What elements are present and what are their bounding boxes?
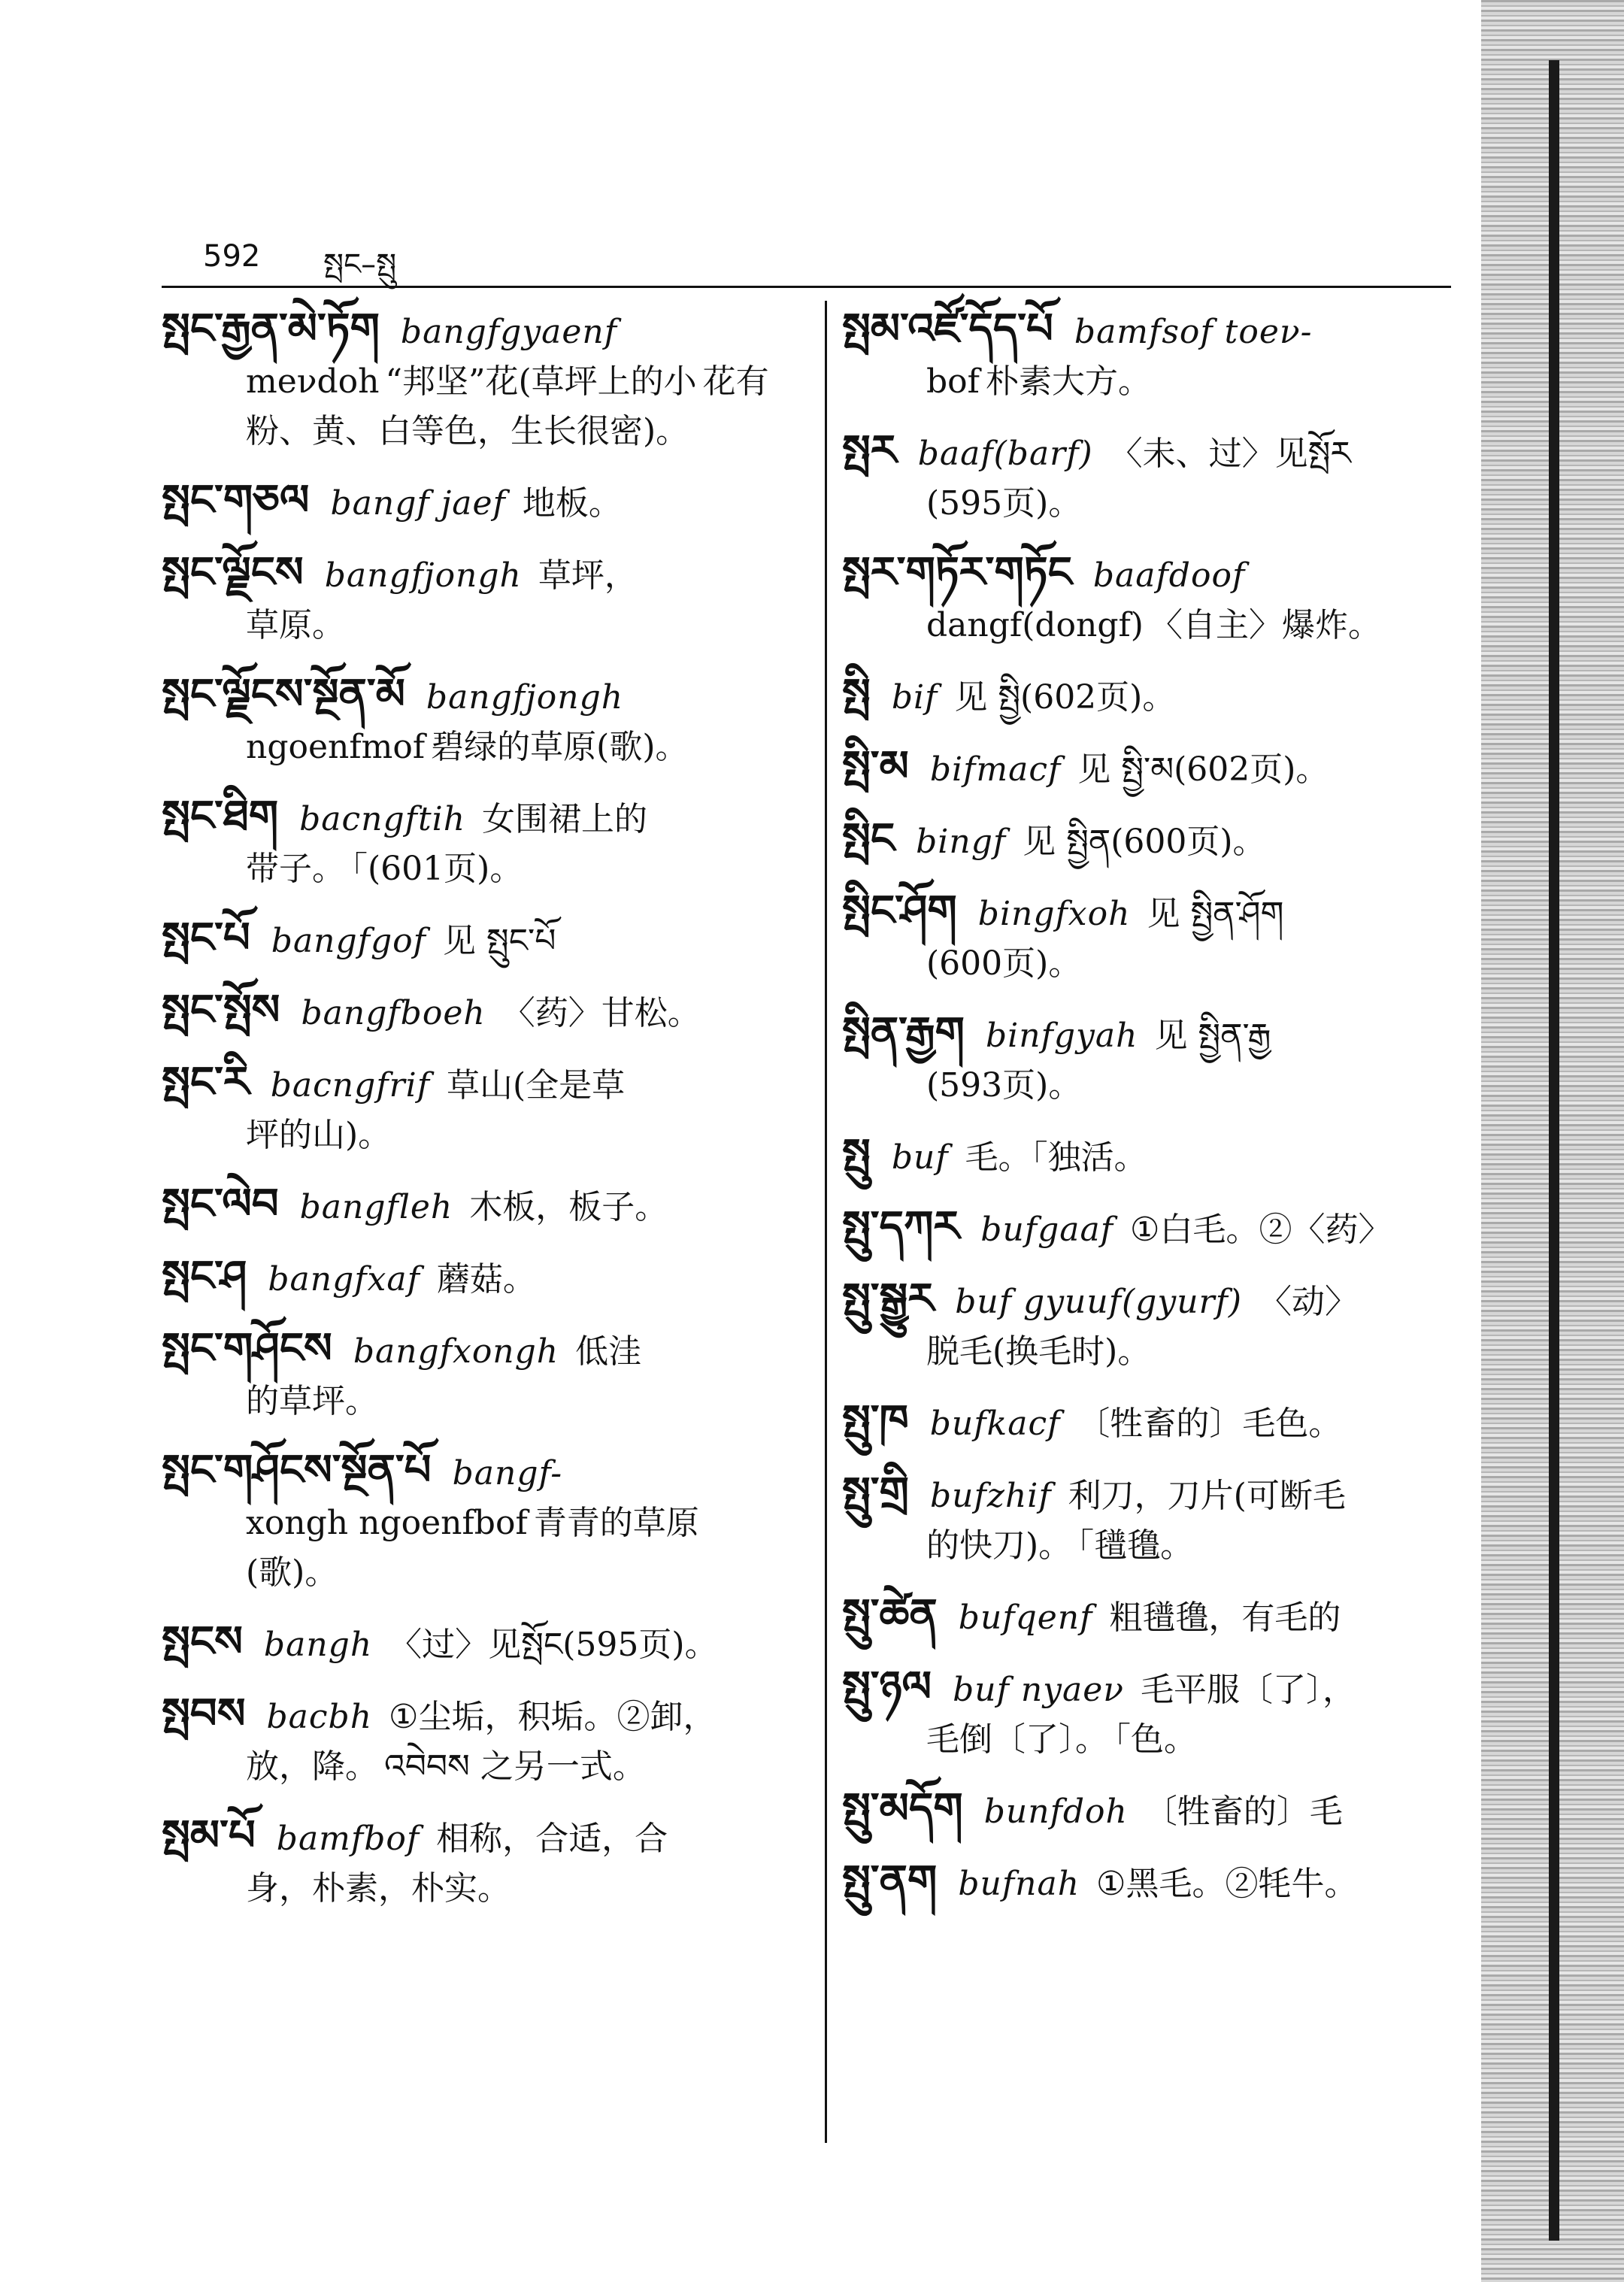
continuation-text: 青青的草原 bbox=[533, 1504, 699, 1542]
continuation-marker: 「独活。 bbox=[1031, 1138, 1147, 1177]
dictionary-entry bbox=[842, 1856, 1466, 1909]
dictionary-entry bbox=[162, 792, 801, 894]
definition: 粗氆氇，有毛的 bbox=[1109, 1599, 1341, 1637]
dictionary-entry bbox=[162, 986, 801, 1038]
headword-tibetan: སྤུ་ཚེན bbox=[842, 1590, 938, 1639]
headword-tibetan: སྤང་གཤོངས bbox=[162, 1324, 332, 1373]
entry-continuation bbox=[162, 1742, 801, 1792]
headword-tibetan: སྤིང bbox=[842, 814, 895, 863]
continuation-text: 「色。 bbox=[1114, 1720, 1197, 1759]
continuation-text: (600页)。 bbox=[926, 944, 1082, 983]
headword-tibetan: སྤང་པོ bbox=[162, 914, 250, 962]
dictionary-entry bbox=[162, 476, 801, 529]
headword-tibetan: སྤར bbox=[842, 426, 897, 475]
continuation-text: “邦坚”花(草坪上的小 bbox=[385, 362, 697, 401]
dictionary-entry bbox=[162, 670, 801, 772]
romanization: bif bbox=[891, 678, 938, 717]
headword-tibetan: སྤུ bbox=[842, 1130, 871, 1179]
headword-tibetan: སྤིན་རྒྱག bbox=[842, 1008, 965, 1057]
headword-tibetan: སྤར་གཏོར་གཏོང bbox=[842, 548, 1072, 597]
dictionary-entry bbox=[162, 1180, 801, 1232]
dictionary-entry bbox=[162, 1252, 801, 1305]
dictionary-entry bbox=[162, 914, 801, 966]
definition: 〈未、过〉见སྤོར bbox=[1109, 435, 1351, 473]
headword-tibetan: སྤུ་ཉལ bbox=[842, 1662, 932, 1711]
romanization: bufkacf bbox=[929, 1405, 1061, 1443]
entry-continuation bbox=[842, 1521, 1466, 1571]
definition: 草坪， bbox=[538, 556, 638, 595]
definition: 〈过〉见སྤོང(595页)。 bbox=[389, 1626, 718, 1664]
romanization: bangfboeh bbox=[301, 994, 486, 1032]
headword-tibetan: སྤམ་འཛོ་དོད་པོ bbox=[842, 305, 1053, 353]
continuation-text: 带子。 bbox=[246, 850, 345, 888]
continuation-text: 「氆氇。 bbox=[1077, 1526, 1194, 1565]
entry-continuation bbox=[162, 357, 801, 456]
definition: 草山(全是草 bbox=[447, 1066, 626, 1105]
headword-tibetan: སྤང་སྤོས bbox=[162, 986, 280, 1035]
definition: 木板，板子。 bbox=[469, 1188, 668, 1226]
romanization: bacbh bbox=[266, 1698, 373, 1736]
dictionary-entry bbox=[162, 1446, 801, 1598]
continuation-text: xongh ngoenfbof bbox=[246, 1504, 528, 1542]
headword-tibetan: སྤང་ལྗོངས་སྔོན་མོ bbox=[162, 670, 405, 719]
headword-tibetan: སྤུ་ནག bbox=[842, 1856, 938, 1905]
continuation-text: 草原。 bbox=[246, 606, 345, 644]
continuation-text: འབེབས 之另一式。 bbox=[384, 1747, 646, 1786]
romanization: baaf(barf) bbox=[917, 435, 1093, 473]
dictionary-entry bbox=[842, 1784, 1466, 1837]
headword-tibetan: སྤང་ལེབ bbox=[162, 1180, 279, 1229]
definition: 见 སྤུང་པོ bbox=[442, 922, 556, 960]
definition: 见 སྤྱི་མ(602页)。 bbox=[1077, 750, 1329, 789]
dictionary-entry bbox=[162, 305, 801, 456]
romanization: bangfxaf bbox=[268, 1260, 420, 1299]
entry-continuation bbox=[842, 1061, 1466, 1111]
headword-tibetan: སྤུ་དཀར bbox=[842, 1202, 960, 1251]
entry-continuation bbox=[162, 601, 801, 650]
continuation-text: 〈自主〉爆炸。 bbox=[1149, 606, 1381, 644]
romanization: bangfjongh bbox=[324, 556, 522, 595]
definition: 〈药〉甘松。 bbox=[501, 994, 701, 1032]
romanization: bacngfrif bbox=[270, 1066, 430, 1105]
continuation-text: 花有粉、黄、白等色，生长很密)。 bbox=[246, 362, 769, 450]
headword-tibetan: སྤུ་གྲི bbox=[842, 1468, 909, 1517]
dictionary-entry bbox=[842, 1274, 1466, 1377]
romanization: bunfdoh bbox=[983, 1793, 1128, 1831]
header-rule bbox=[162, 286, 1451, 288]
definition: 蘑菇。 bbox=[436, 1260, 536, 1299]
scan-edge-line bbox=[1549, 60, 1559, 2241]
headword-tibetan: སྤང་རི bbox=[162, 1058, 250, 1107]
definition: 〔牲畜的〕毛色。 bbox=[1077, 1405, 1342, 1443]
left-column bbox=[162, 305, 801, 1933]
romanization: bufzhif bbox=[929, 1477, 1052, 1515]
dictionary-entry bbox=[842, 1590, 1466, 1643]
entry-continuation bbox=[162, 844, 801, 894]
continuation-text: 脱毛(换毛时)。 bbox=[926, 1332, 1151, 1371]
dictionary-entry bbox=[842, 742, 1466, 795]
definition: 见 སྤྱིན་ཤོག bbox=[1147, 895, 1284, 933]
definition: 毛。 bbox=[965, 1138, 1032, 1177]
romanization: buf gyuuf(gyurf) bbox=[955, 1283, 1243, 1321]
continuation-text: (歌)。 bbox=[246, 1553, 338, 1592]
romanization: bingfxoh bbox=[977, 895, 1131, 933]
right-column bbox=[842, 305, 1466, 1929]
entry-continuation bbox=[162, 723, 801, 772]
continuation-text: 放，降。 bbox=[246, 1747, 378, 1786]
romanization: bangfgof bbox=[271, 922, 426, 960]
dictionary-entry bbox=[842, 886, 1466, 989]
dictionary-entry bbox=[842, 305, 1466, 407]
entry-continuation bbox=[162, 1499, 801, 1598]
definition: ①尘垢，积垢。②卸， bbox=[389, 1698, 717, 1736]
romanization: bangfleh bbox=[299, 1188, 453, 1226]
entry-continuation bbox=[842, 357, 1466, 407]
dictionary-entry bbox=[842, 548, 1466, 650]
entry-continuation bbox=[162, 1377, 801, 1426]
continuation-text: 身，朴素，朴实。 bbox=[246, 1869, 511, 1908]
dictionary-entry bbox=[162, 1324, 801, 1426]
page-number: 592 bbox=[203, 239, 261, 274]
definition: 见 སྤྱིན(600页)。 bbox=[1023, 823, 1266, 861]
dictionary-entry bbox=[842, 814, 1466, 867]
dictionary-entry bbox=[842, 670, 1466, 723]
romanization: binfgyah bbox=[985, 1017, 1138, 1055]
romanization: bingf bbox=[916, 823, 1007, 861]
romanization: bangf jaef bbox=[330, 484, 506, 523]
dictionary-entry bbox=[842, 1662, 1466, 1765]
dictionary-entry bbox=[842, 1130, 1466, 1183]
definition: 见 སྤྱི(602页)。 bbox=[954, 678, 1176, 717]
dictionary-entry bbox=[162, 1617, 801, 1670]
running-head: སྤང–སྤུ bbox=[323, 247, 397, 282]
dictionary-entry bbox=[162, 548, 801, 650]
headword-tibetan: སྤི bbox=[842, 670, 871, 719]
dictionary-entry bbox=[162, 1058, 801, 1160]
romanization: bangfgyaenf bbox=[400, 313, 618, 351]
dictionary-entry bbox=[842, 426, 1466, 529]
romanization: bangh bbox=[263, 1626, 373, 1664]
romanization: buf bbox=[891, 1138, 949, 1177]
continuation-text: 坪的山)。 bbox=[246, 1116, 392, 1154]
headword-tibetan: སྤང་ལྗོངས bbox=[162, 548, 304, 597]
continuation-text: 朴素大方。 bbox=[985, 362, 1151, 401]
romanization: baafdoof bbox=[1092, 556, 1246, 595]
headword-tibetan: སྤང་ཤ bbox=[162, 1252, 247, 1301]
continuation-text: 「(601页)。 bbox=[351, 850, 523, 888]
entry-continuation bbox=[842, 1715, 1466, 1765]
headword-tibetan: སྤི་མ bbox=[842, 742, 909, 791]
entry-continuation bbox=[842, 479, 1466, 529]
headword-tibetan: སྤབས bbox=[162, 1690, 246, 1738]
dictionary-entry bbox=[842, 1008, 1466, 1111]
romanization: bangf- bbox=[452, 1454, 563, 1493]
continuation-text: 的草坪。 bbox=[246, 1382, 378, 1420]
romanization: bamfbof bbox=[276, 1820, 420, 1858]
dictionary-entry bbox=[842, 1202, 1466, 1255]
entry-continuation bbox=[162, 1864, 801, 1914]
continuation-text: bof bbox=[926, 362, 980, 401]
entry-continuation bbox=[162, 1111, 801, 1160]
headword-tibetan: སྤིང་ཤོག bbox=[842, 886, 957, 935]
definition: 相称，合适，合 bbox=[436, 1820, 668, 1858]
definition: 毛平服〔了〕， bbox=[1141, 1671, 1356, 1709]
definition: 女围裙上的 bbox=[482, 800, 648, 838]
headword-tibetan: སྤང་ཐིག bbox=[162, 792, 279, 841]
entry-continuation bbox=[842, 601, 1466, 650]
definition: 〈动〉 bbox=[1259, 1283, 1359, 1321]
definition: 地板。 bbox=[522, 484, 622, 523]
headword-tibetan: སྤུ་སྒྱུར bbox=[842, 1274, 935, 1323]
entry-continuation bbox=[842, 1327, 1466, 1377]
headword-tibetan: སྤངས bbox=[162, 1617, 243, 1666]
continuation-text: ngoenfmof bbox=[246, 728, 426, 766]
definition: ①黑毛。②牦牛。 bbox=[1096, 1865, 1358, 1903]
romanization: bufgaaf bbox=[980, 1211, 1114, 1249]
continuation-text: 毛倒〔了〕。 bbox=[926, 1720, 1108, 1759]
headword-tibetan: སྤང་གཅལ bbox=[162, 476, 310, 525]
definition: ①白毛。②〈药〉 bbox=[1130, 1211, 1392, 1249]
definition: 〔牲畜的〕毛 bbox=[1144, 1793, 1343, 1831]
dictionary-entry bbox=[162, 1690, 801, 1792]
romanization: bacngftih bbox=[299, 800, 466, 838]
definition: 见 སྤྱིན་རྒྱ bbox=[1154, 1017, 1271, 1055]
dictionary-entry bbox=[842, 1396, 1466, 1449]
romanization: buf nyaeν bbox=[953, 1671, 1125, 1709]
headword-tibetan: སྤང་གཤོངས་སྔོན་པོ bbox=[162, 1446, 432, 1495]
romanization: bamfsof toeν- bbox=[1074, 313, 1313, 351]
romanization: bufnah bbox=[958, 1865, 1080, 1903]
headword-tibetan: སྤུ་ཁ bbox=[842, 1396, 909, 1445]
headword-tibetan: སྤམ་པོ bbox=[162, 1811, 256, 1860]
romanization: bufqenf bbox=[958, 1599, 1093, 1637]
continuation-text: dangf(dongf) bbox=[926, 606, 1144, 644]
definition: 利刀，刀片(可断毛 bbox=[1068, 1477, 1346, 1515]
headword-tibetan: སྤུ་མདོག bbox=[842, 1784, 963, 1833]
continuation-text: (593页)。 bbox=[926, 1066, 1082, 1105]
headword-tibetan: སྤང་རྒྱན་མེ་ཏོག bbox=[162, 305, 380, 353]
romanization: bangfjongh bbox=[426, 678, 624, 717]
column-divider bbox=[825, 301, 827, 2143]
dictionary-entry bbox=[162, 1811, 801, 1914]
definition: 低洼 bbox=[575, 1332, 642, 1371]
dictionary-entry bbox=[842, 1468, 1466, 1571]
romanization: bifmacf bbox=[929, 750, 1062, 789]
continuation-text: 的快刀)。 bbox=[926, 1526, 1072, 1565]
continuation-text: (595页)。 bbox=[926, 484, 1082, 523]
continuation-text: 碧绿的草原(歌)。 bbox=[431, 728, 689, 766]
continuation-text: meνdoh bbox=[246, 362, 380, 401]
entry-continuation bbox=[842, 939, 1466, 989]
romanization: bangfxongh bbox=[353, 1332, 559, 1371]
